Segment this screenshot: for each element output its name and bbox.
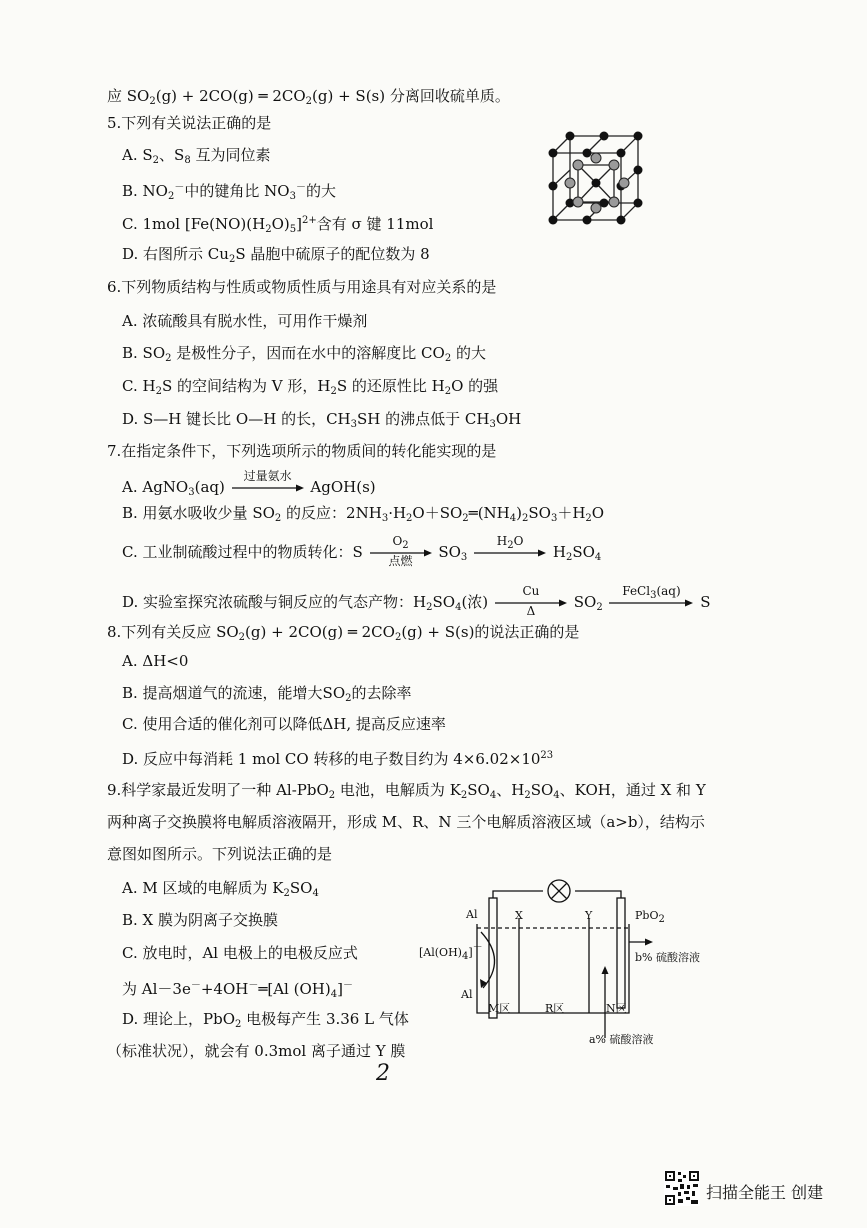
text: SO [528, 504, 551, 522]
subscript: 2 [330, 386, 337, 397]
subscript: 2 [596, 602, 603, 613]
text: D. 理论上，PbO [122, 1010, 236, 1028]
q7-option-d [122, 584, 711, 618]
text: S [700, 593, 711, 611]
label-membrane-y: Y [585, 909, 593, 922]
question-8 [107, 622, 579, 648]
question-9-line-2: 两种离子交换膜将电解质溶液隔开，形成 M、R、N 三个电解质溶液区域（a>b），结构示 [107, 813, 705, 831]
text: 电极每产生 3.36 L 气体 [241, 1010, 409, 1028]
text: 、S [159, 146, 185, 164]
text: B. NO [122, 182, 168, 200]
subscript: 2 [345, 693, 352, 704]
subscript: 2 [238, 632, 246, 643]
text: 含有 σ 键 11mol [316, 215, 434, 233]
text: ═(NH [468, 504, 510, 522]
subscript: 2 [228, 254, 236, 265]
label-region-r: R区 [545, 1002, 565, 1015]
reaction-arrow [370, 534, 432, 568]
text: C. 工业制硫酸过程中的物质转化：S [122, 543, 363, 561]
subscript: 2 [328, 790, 336, 801]
q7-option-b [122, 503, 604, 529]
q6-option-a: A. 浓硫酸具有脱水性，可用作干燥剂 [122, 312, 368, 330]
text: ·H [388, 504, 407, 522]
q8-option-a: A. ΔH<0 [122, 652, 189, 670]
text: 9.科学家最近发明了一种 Al-PbO [107, 781, 329, 799]
subscript: 4 [594, 552, 602, 563]
subscript: 2 [406, 513, 413, 524]
text: O) [271, 215, 290, 233]
text: OH [495, 410, 522, 428]
text: (浓) [461, 593, 489, 611]
superscript: － [190, 980, 201, 991]
subscript: 3 [289, 191, 296, 202]
text: S 晶胞中硫原子的配位数为 8 [235, 245, 430, 263]
text: 为 Al－3e [122, 980, 191, 998]
subscript: 2 [565, 552, 573, 563]
reaction-arrow [232, 469, 304, 492]
superscript: － [295, 182, 306, 193]
reaction-arrow [609, 584, 693, 607]
text: (g) + 2CO(g) ═ 2CO [155, 87, 306, 105]
q9-option-b: B. X 膜为阴离子交换膜 [122, 911, 279, 929]
question-5: 5.下列有关说法正确的是 [107, 114, 272, 132]
q9-option-c-equation [122, 976, 353, 1005]
text: B. SO [122, 344, 166, 362]
text: ] [296, 215, 302, 233]
q7-option-c [122, 534, 602, 568]
text: SO [438, 543, 461, 561]
q9-option-a [122, 878, 319, 904]
subscript: 2 [394, 632, 402, 643]
text: S 的空间结构为 V 形，H [161, 377, 331, 395]
text: AgOH(s) [310, 478, 376, 496]
text: (g) + S(s) 分离回收硫单质。 [312, 87, 510, 105]
text: SO [530, 781, 554, 799]
subscript: 2 [462, 513, 469, 524]
subscript: 2 [402, 540, 409, 551]
text: +4OH [200, 980, 249, 998]
subscript: 2 [274, 513, 282, 524]
reaction-arrow [495, 584, 567, 618]
label-region-m: M区 [488, 1002, 511, 1015]
q9-option-d-cont: （标准状况），就会有 0.3mol 离子通过 Y 膜 [107, 1042, 406, 1060]
label-aloh4: $[Al(OH)_4]^-$ [419, 942, 483, 962]
superscript: － [174, 182, 185, 193]
q5-option-d [122, 244, 430, 270]
arrow-condition [370, 535, 432, 552]
text: PbO [635, 909, 659, 922]
subscript: 2 [444, 386, 452, 397]
subscript: 4 [509, 513, 517, 524]
subscript: 2 [444, 353, 452, 364]
label-a-sulfuric: a% 硫酸溶液 [589, 1033, 654, 1046]
subscript: 2 [305, 96, 313, 107]
label-b-sulfuric: b% 硫酸溶液 [635, 951, 700, 964]
qr-code-icon [664, 1170, 700, 1206]
text: 、KOH，通过 X 和 Y [559, 781, 706, 799]
page-number: 2 [376, 1061, 390, 1086]
subscript: 2 [426, 602, 433, 613]
label-pbo2 [635, 909, 665, 925]
text: D. 反应中每消耗 1 mol CO 转移的电子数目约为 4×6.02×10 [122, 750, 541, 768]
subscript: 2 [149, 96, 156, 107]
text: D. 右图所示 Cu [122, 245, 229, 263]
superscript: － [342, 980, 353, 991]
subscript: 2 [507, 540, 514, 551]
subscript: 2 [460, 790, 468, 801]
superscript: 23 [540, 750, 554, 761]
subscript: 2 [152, 155, 160, 166]
subscript: 2 [167, 191, 175, 202]
text: B. 提高烟道气的流速，能增大SO [122, 684, 346, 702]
text: 8.下列有关反应 SO [107, 623, 239, 641]
text: O＋SO [412, 504, 463, 522]
reaction-arrow [474, 534, 546, 557]
question-6: 6.下列物质结构与性质或物质性质与用途具有对应关系的是 [107, 278, 497, 296]
arrow-condition: FeCl$_3$(aq) [622, 584, 681, 601]
q7-option-a [122, 469, 376, 503]
text: A. S [122, 146, 153, 164]
subscript: 2 [585, 513, 592, 524]
q6-option-b [122, 343, 486, 369]
text: (aq) [194, 478, 225, 496]
text: 的去除率 [351, 684, 412, 702]
subscript: 4 [312, 888, 319, 899]
q6-option-d [122, 409, 521, 435]
q5-option-b [122, 178, 336, 207]
text: D. S—H 键长比 O—H 的长，CH [122, 410, 351, 428]
subscript: 3 [350, 419, 358, 430]
subscript: 4 [553, 790, 560, 801]
text: 的大 [451, 344, 486, 362]
text: (g) + 2CO(g) ═ 2CO [245, 623, 395, 641]
subscript: 2 [658, 914, 665, 925]
text: SO [572, 543, 595, 561]
question-9-line-3: 意图如图所示。下列说法正确的是 [107, 845, 333, 863]
subscript: 3 [381, 513, 389, 524]
text: 互为同位素 [190, 146, 271, 164]
q9-option-d [122, 1009, 409, 1035]
text: 的大 [305, 182, 336, 200]
text: O 的强 [451, 377, 499, 395]
label-region-n: N区 [606, 1002, 627, 1015]
subscript: 5 [289, 224, 297, 235]
text: ＋H [557, 504, 586, 522]
text: FeCl [622, 584, 651, 598]
text: SO [432, 593, 456, 611]
text: B. 用氨水吸收少量 SO [122, 504, 275, 522]
question-9-line-1 [107, 780, 706, 806]
subscript: 2 [524, 790, 531, 801]
q6-option-c [122, 376, 498, 402]
text: A. M 区域的电解质为 K [122, 879, 284, 897]
text: SH 的沸点低于 CH [357, 410, 490, 428]
subscript: 2 [235, 1019, 242, 1030]
label-al: Al [461, 988, 473, 1001]
text: SO [573, 593, 597, 611]
text: 电池，电解质为 K [335, 781, 461, 799]
q5-option-a [122, 145, 270, 171]
text: 、H [496, 781, 525, 799]
question-7: 7.在指定条件下，下列选项所示的物质间的转化能实现的是 [107, 442, 497, 460]
text: SO [467, 781, 490, 799]
arrow-condition: Δ [526, 604, 536, 618]
subscript: 8 [184, 155, 191, 166]
q8-option-c: C. 使用合适的催化剂可以降低ΔH, 提高反应速率 [122, 715, 446, 733]
text: ) [516, 504, 522, 522]
text-line-reaction [107, 86, 510, 112]
text: H [552, 543, 566, 561]
label-membrane-x: X [515, 909, 523, 922]
subscript: 4 [461, 951, 469, 962]
text: 是极性分子，因而在水中的溶解度比 CO [171, 344, 445, 362]
text: S 的还原性比 H [336, 377, 445, 395]
subscript: 3 [650, 590, 657, 601]
subscript: 3 [460, 552, 468, 563]
subscript: 2 [522, 513, 529, 524]
crystal-cell-figure [548, 130, 645, 227]
text: C. 1mol [Fe(NO)(H [122, 215, 266, 233]
q8-option-d [122, 746, 553, 769]
text: A. AgNO [122, 478, 189, 496]
superscript: － [472, 942, 483, 953]
q9-option-c: C. 放电时，Al 电极上的电极反应式 [122, 944, 358, 962]
subscript: 2 [283, 888, 290, 899]
text: O [591, 504, 605, 522]
scanner-watermark: 扫描全能王 创建 [706, 1183, 824, 1202]
subscript: 3 [550, 513, 558, 524]
text: ] [337, 980, 343, 998]
subscript: 2 [165, 353, 172, 364]
arrow-condition: Cu [522, 584, 540, 598]
subscript: 4 [330, 989, 338, 1000]
subscript: 4 [489, 790, 497, 801]
text: 的反应：2NH [281, 504, 382, 522]
superscript: 2+ [301, 215, 317, 226]
subscript: 3 [188, 487, 195, 498]
subscript: 4 [455, 602, 462, 613]
superscript: － [248, 980, 259, 991]
text: 中的键角比 NO [184, 182, 290, 200]
text: C. H [122, 377, 156, 395]
subscript: 2 [155, 386, 162, 397]
text: SO [289, 879, 313, 897]
arrow-condition: $H_2O$ [496, 534, 524, 551]
text: [Al(OH) [419, 946, 462, 959]
q8-option-b [122, 683, 412, 709]
q5-option-c [122, 211, 433, 240]
arrow-condition: 点燃 [388, 554, 413, 568]
subscript: 3 [489, 419, 496, 430]
subscript: 2 [265, 224, 272, 235]
label-al-electrode: Al [466, 908, 478, 921]
text: O [392, 534, 403, 548]
arrow-condition: 过量氨水 [243, 469, 292, 483]
text: (g) + S(s)的说法正确的是 [401, 623, 580, 641]
text: ═[Al (OH) [258, 980, 331, 998]
text: 应 SO [107, 87, 150, 105]
text: D. 实验室探究浓硫酸与铜反应的气态产物：H [122, 593, 427, 611]
text: H [496, 534, 508, 548]
